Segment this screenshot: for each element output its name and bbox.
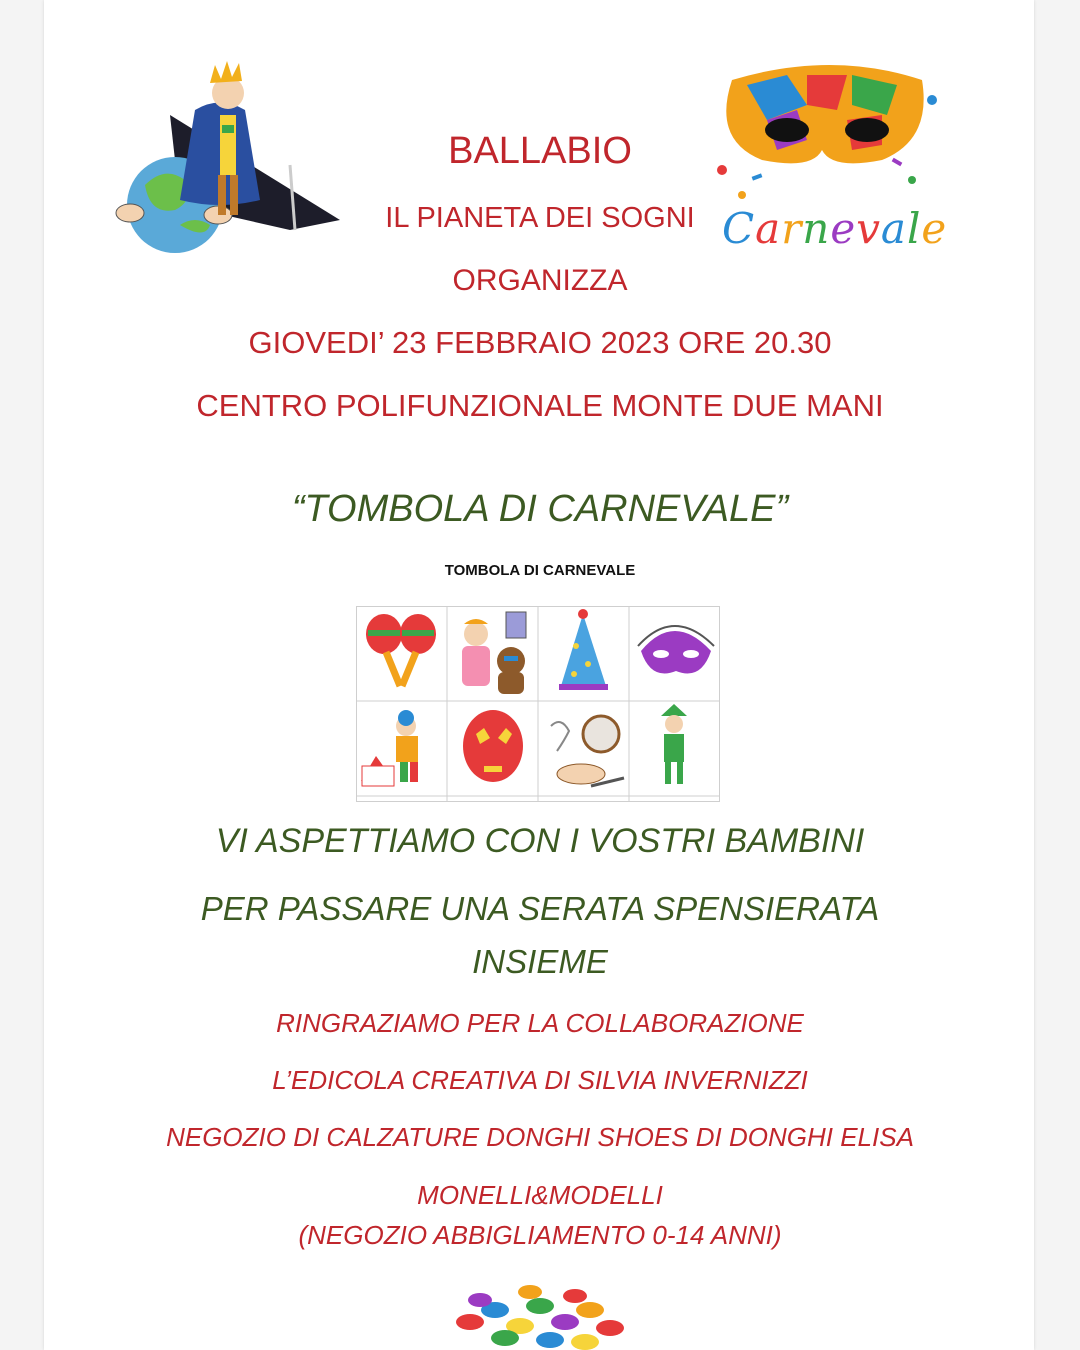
- association-name: IL PIANETA DEI SOGNI: [385, 202, 695, 234]
- invite-line-2: PER PASSARE UNA SERATA SPENSIERATA: [200, 890, 880, 927]
- sponsor-1: L’EDICOLA CREATIVA DI SILVIA INVERNIZZI: [272, 1065, 808, 1095]
- card-caption: TOMBOLA DI CARNEVALE: [444, 562, 636, 579]
- event-venue: CENTRO POLIFUNZIONALE MONTE DUE MANI: [196, 388, 884, 423]
- carnevale-letter: l: [906, 204, 922, 253]
- carnevale-letter: r: [781, 204, 803, 253]
- carnevale-letter: e: [830, 204, 857, 253]
- event-title: “TOMBOLA DI CARNEVALE”: [291, 488, 789, 530]
- carnevale-letter: a: [880, 204, 907, 253]
- sponsor-2: NEGOZIO DI CALZATURE DONGHI SHOES DI DONGHI ELISA: [166, 1122, 914, 1152]
- sponsor-3: MONELLI&MODELLI: [417, 1180, 663, 1210]
- thanks-line: RINGRAZIAMO PER LA COLLABORAZIONE: [276, 1008, 804, 1038]
- carnevale-letter: e: [921, 204, 948, 253]
- organizes-label: ORGANIZZA: [452, 264, 628, 297]
- invite-line-1: VI ASPETTIAMO CON I VOSTRI BAMBINI: [215, 822, 865, 860]
- carnevale-letter: C: [722, 204, 756, 253]
- sponsor-3-note: (NEGOZIO ABBIGLIAMENTO 0-14 ANNI): [298, 1220, 782, 1250]
- tombola-card-grid: [356, 606, 720, 802]
- carnevale-letter: a: [755, 204, 782, 253]
- carnevale-letter: v: [856, 204, 881, 253]
- event-date: GIOVEDI’ 23 FEBBRAIO 2023 ORE 20.30: [248, 325, 832, 360]
- red-mask-icon: [463, 710, 523, 782]
- town-title: BALLABIO: [448, 130, 632, 172]
- invite-line-3: INSIEME: [472, 943, 608, 980]
- carnevale-letter: n: [802, 204, 831, 253]
- confetti-pile-icon: [440, 1282, 640, 1350]
